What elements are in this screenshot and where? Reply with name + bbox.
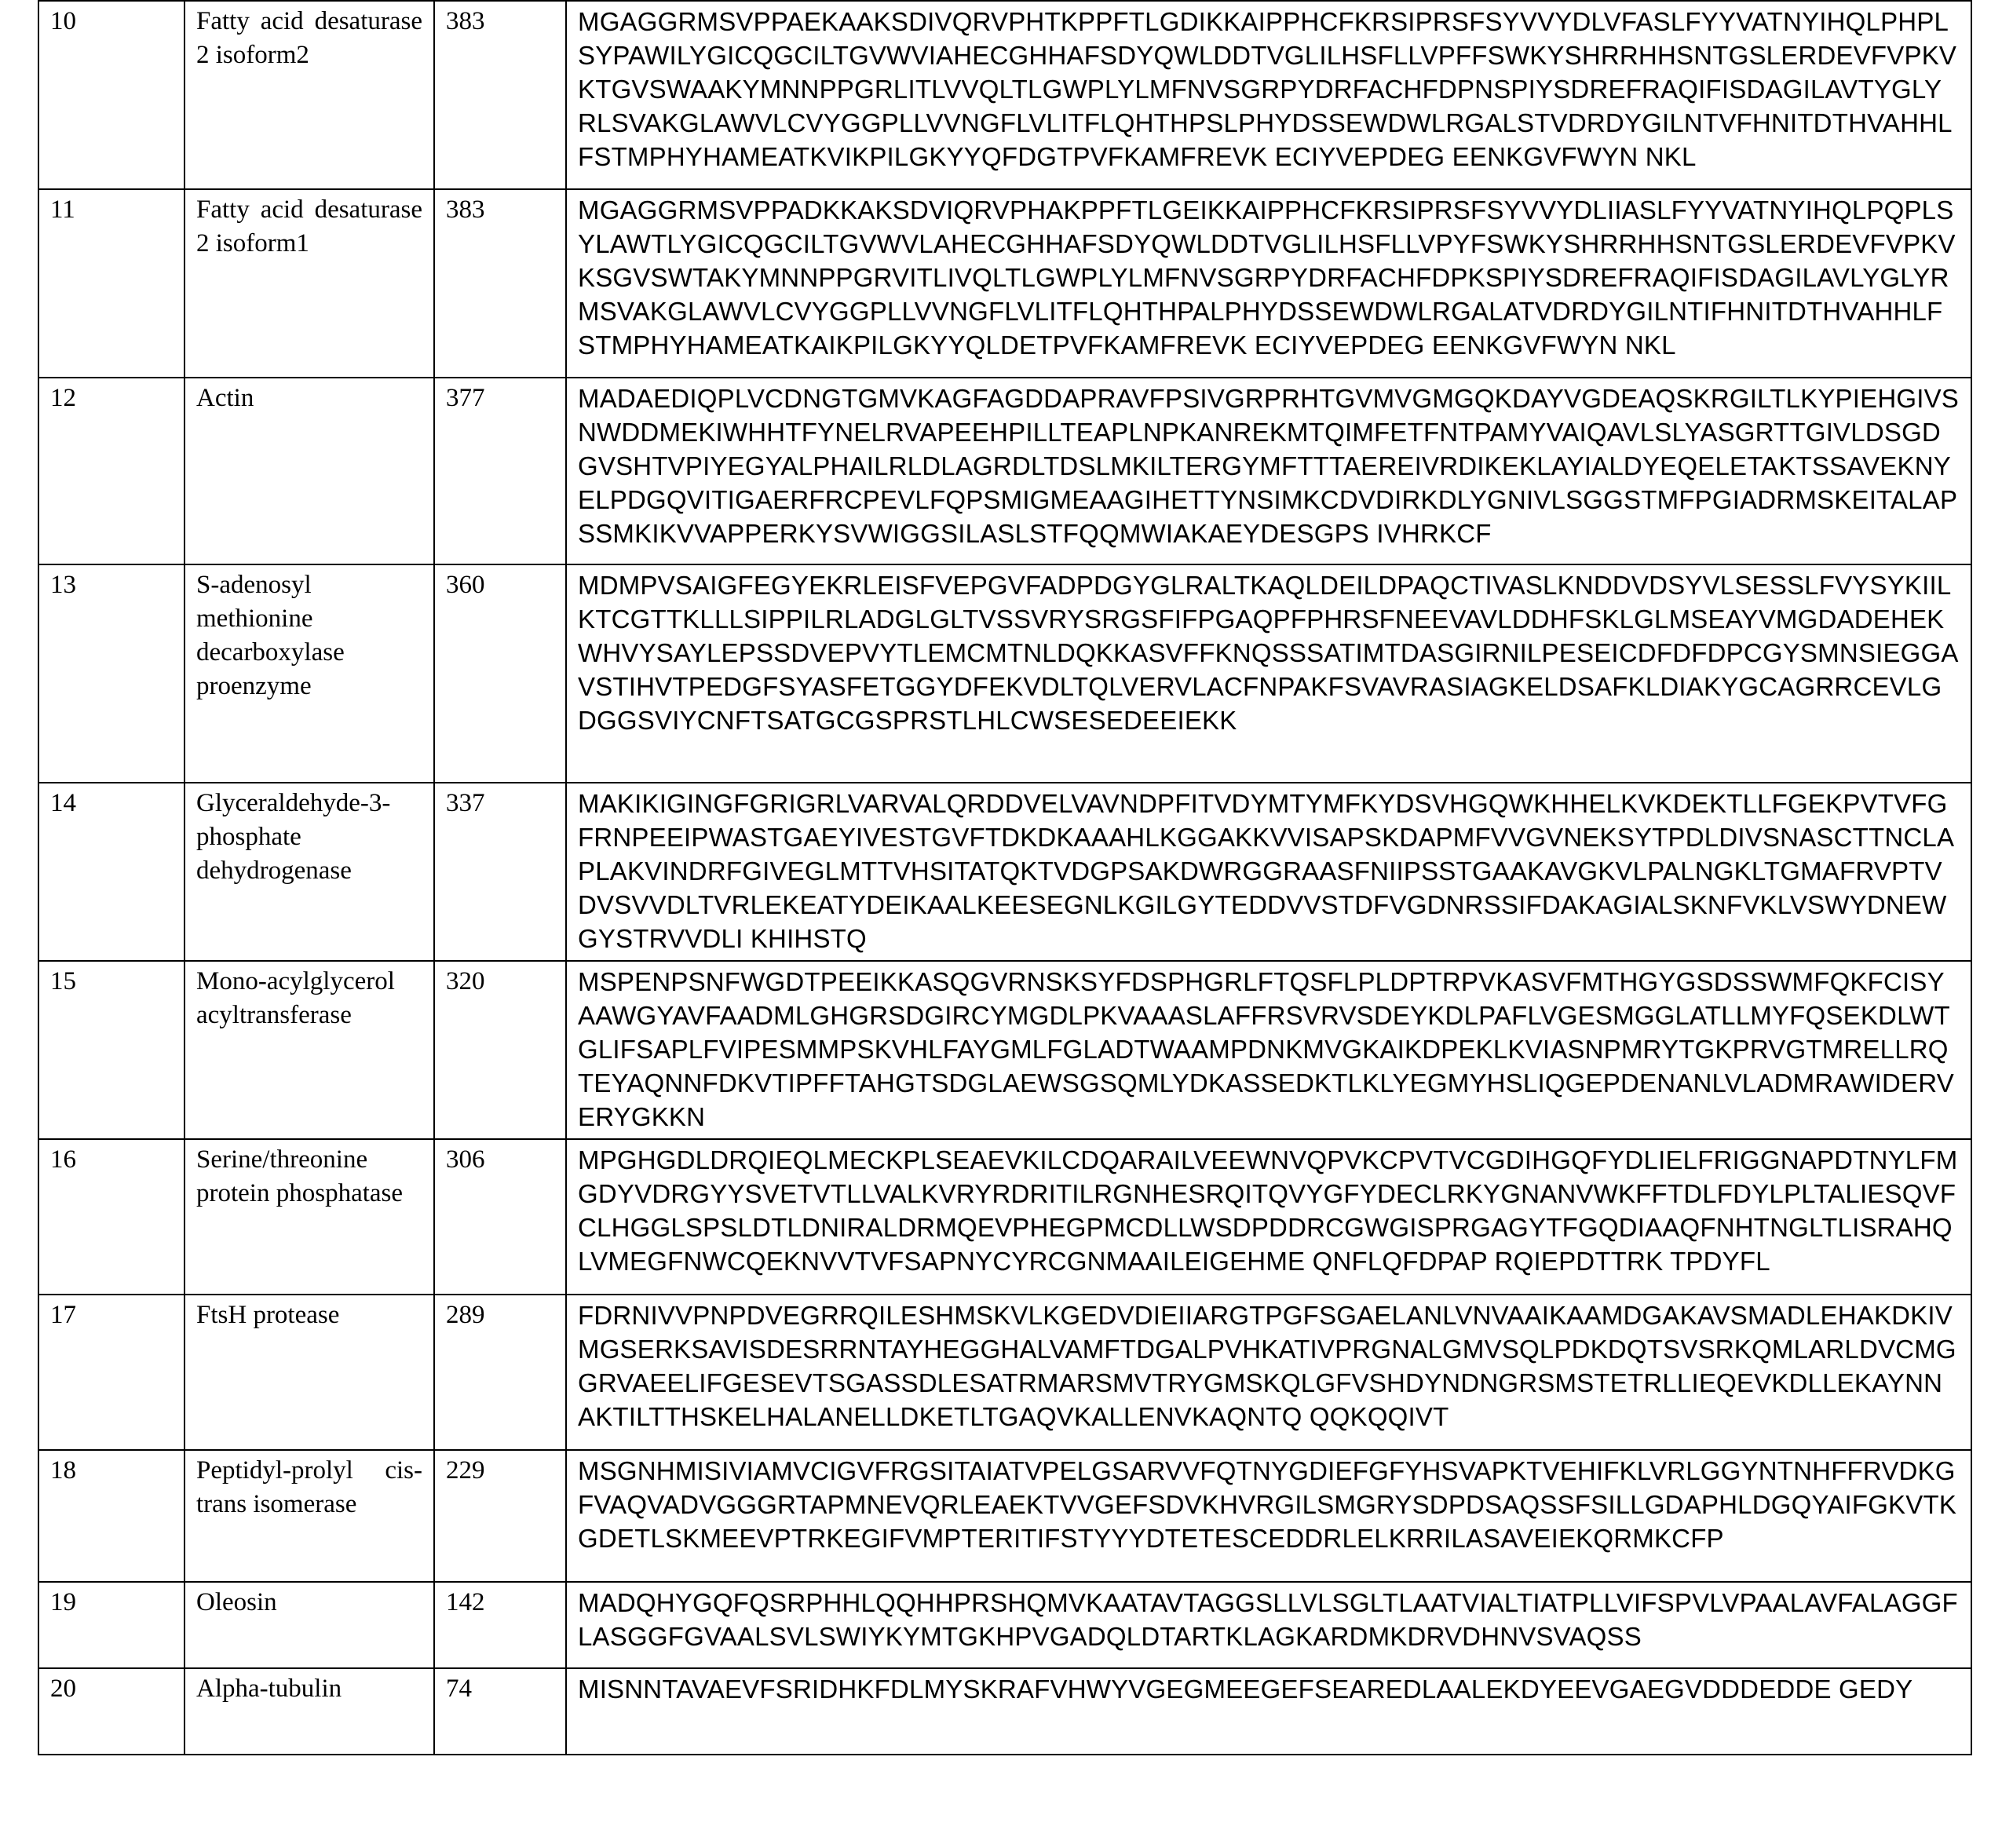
sequence-length: 383 bbox=[434, 189, 566, 378]
amino-acid-sequence: MAKIKIGINGFGRIGRLVARVALQRDDVELVAVNDPFITVDYMTYMFKYDSVHGQWKHHELKVKDEKTLLFGEKPVTVFGFRNPEEIPWASTGAEYIVESTGVFTDKDKAAAHLKGGAKKVVISAPSKDAPMFVVGVNEKSYTPDLDIVSNASCTTNCLAPLAKVINDRFGIVEGLMTTVHSITATQKTVDGPSAKDWRGGRAASFNIIPSSTGAAKAVGKVLPALNGKLTGMAFRVPTVDVSVVDLTVRLEKEATYDEIKAALKEESEGNLKGILGYTEDDVVSTDFVGDNRSSIFDAKAGIALSKNFVKLVSWYDNEW GYSTRVVDLI KHIHSTQ bbox=[566, 783, 1971, 961]
row-number: 15 bbox=[38, 961, 184, 1139]
row-number: 18 bbox=[38, 1450, 184, 1582]
sequence-table bbox=[38, 0, 1972, 1755]
protein-name: Serine/threonine protein phosphatase bbox=[184, 1139, 434, 1295]
protein-name: S-adenosyl methionine decarboxylase proenzyme bbox=[184, 564, 434, 783]
amino-acid-sequence: MADAEDIQPLVCDNGTGMVKAGFAGDDAPRAVFPSIVGRPRHTGVMVGMGQKDAYVGDEAQSKRGILTLKYPIEHGIVSNWDDMEKIWHHTFYNELRVAPEEHPILLTEAPLNPKANREKMTQIMFETFNTPAMYVAIQAVLSLYASGRTTGIVLDSGDGVSHTVPIYEGYALPHAILRLDLAGRDLTDSLMKILTERGYMFTTTAEREIVRDIKEKLAYIALDYEQELETAKTSSAVEKNYELPDGQVITIGAERFRCPEVLFQPSMIGMEAAGIHETTYNSIMKCDVDIRKDLYGNIVLSGGSTMFPGIADRMSKEITALAPSSMKIKVVAPPERKYSVWIGGSILASLSTFQQMWIAKAEYDESGPS IVHRKCF bbox=[566, 378, 1971, 564]
sequence-length: 74 bbox=[434, 1668, 566, 1755]
table-row bbox=[38, 1582, 1971, 1668]
amino-acid-sequence: MISNNTAVAEVFSRIDHKFDLMYSKRAFVHWYVGEGMEEGEFSEAREDLAALEKDYEEVGAEGVDDDEDDE GEDY bbox=[566, 1668, 1971, 1755]
amino-acid-sequence: MDMPVSAIGFEGYEKRLEISFVEPGVFADPDGYGLRALTKAQLDEILDPAQCTIVASLKNDDVDSYVLSESSLFVYSYKIILKTCGTTKLLLSIPPILRLADGLGLTVSSVRYSRGSFIFPGAQPFPHRSFNEEVAVLDDHFSKLGLMSEAYVMGDADEHEKWHVYSAYLEPSSDVEPVYTLEMCMTNLDQKKASVFFKNQSSSATIMTDASGIRNILPESEICDFDFDPCGYSMNSIEGGAVSTIHVTPEDGFSYASFETGGYDFEKVDLTQLVERVLACFNPAKFSVAVRASIAGKELDSAFKLDIAKYGCAGRRCEVLGDGGSVIYCNFTSATGCGSPRSTLHLCWSESEDEEIEKK bbox=[566, 564, 1971, 783]
protein-name: Glyceraldehyde-3-phosphate dehydrogenase bbox=[184, 783, 434, 961]
sequence-length: 320 bbox=[434, 961, 566, 1139]
sequence-table-body bbox=[38, 1, 1971, 1755]
table-row bbox=[38, 1668, 1971, 1755]
amino-acid-sequence: FDRNIVVPNPDVEGRRQILESHMSKVLKGEDVDIEIIARGTPGFSGAELANLVNVAAIKAAMDGAKAVSMADLEHAKDKIVMGSERKSAVISDESRRNTAYHEGGHALVAMFTDGALPVHKATIVPRGNALGMVSQLPDKDQTSVSRKQMLARLDVCMGGRVAEELIFGESEVTSGASSDLESATRMARSMVTRYGMSKQLGFVSHDYNDNGRSMSTETRLLIEQEVKDLLEKAYNNAKTILTTHSKELHALANELLDKETLTGAQVKALLENVKAQNTQ QQKQQIVT bbox=[566, 1295, 1971, 1450]
row-number: 16 bbox=[38, 1139, 184, 1295]
row-number: 11 bbox=[38, 189, 184, 378]
sequence-length: 229 bbox=[434, 1450, 566, 1582]
sequence-length: 289 bbox=[434, 1295, 566, 1450]
table-row bbox=[38, 1295, 1971, 1450]
row-number: 17 bbox=[38, 1295, 184, 1450]
sequence-length: 383 bbox=[434, 1, 566, 189]
row-number: 14 bbox=[38, 783, 184, 961]
row-number: 13 bbox=[38, 564, 184, 783]
table-row bbox=[38, 189, 1971, 378]
amino-acid-sequence: MADQHYGQFQSRPHHLQQHHPRSHQMVKAATAVTAGGSLLVLSGLTLAATVIALTIATPLLVIFSPVLVPAALAVFALAGGFLASGGFGVAALSVLSWIYKYMTGKHPVGADQLDTARTKLAGKARDMKDRVDHNVSVAQSS bbox=[566, 1582, 1971, 1668]
sequence-length: 337 bbox=[434, 783, 566, 961]
table-row bbox=[38, 378, 1971, 564]
table-row bbox=[38, 783, 1971, 961]
protein-name: Mono-acylglycerol acyltransferase bbox=[184, 961, 434, 1139]
protein-name: Oleosin bbox=[184, 1582, 434, 1668]
amino-acid-sequence: MGAGGRMSVPPADKKAKSDVIQRVPHAKPPFTLGEIKKAIPPHCFKRSIPRSFSYVVYDLIIASLFYYVATNYIHQLPQPLSYLAWTLYGICQGCILTGVWVLAHECGHHAFSDYQWLDDTVGLILHSFLLVPYFSWKYSHRRHHSNTGSLERDEVFVPKVKSGVSWTAKYMNNPPGRVITLIVQLTLGWPLYLMFNVSGRPYDRFACHFDPKSPIYSDREFRAQIFISDAGILAVLYGLYRMSVAKGLAWVLCVYGGPLLVVNGFLVLITFLQHTHPALPHYDSSEWDWLRGALATVDRDYGILNTIFHNITDTHVAHHLFSTMPHYHAMEATKAIKPILGKYYQLDETPVFKAMFREVK ECIYVEPDEG EENKGVFWYN NKL bbox=[566, 189, 1971, 378]
table-row bbox=[38, 1450, 1971, 1582]
sequence-length: 360 bbox=[434, 564, 566, 783]
protein-name: FtsH protease bbox=[184, 1295, 434, 1450]
sequence-length: 142 bbox=[434, 1582, 566, 1668]
protein-name: Actin bbox=[184, 378, 434, 564]
sequence-length: 377 bbox=[434, 378, 566, 564]
protein-name: Fatty acid desaturase 2 isoform1 bbox=[184, 189, 434, 378]
table-row bbox=[38, 1139, 1971, 1295]
protein-name: Alpha-tubulin bbox=[184, 1668, 434, 1755]
sequence-length: 306 bbox=[434, 1139, 566, 1295]
row-number: 10 bbox=[38, 1, 184, 189]
row-number: 12 bbox=[38, 378, 184, 564]
protein-name: Fatty acid desaturase 2 isoform2 bbox=[184, 1, 434, 189]
amino-acid-sequence: MSPENPSNFWGDTPEEIKKASQGVRNSKSYFDSPHGRLFTQSFLPLDPTRPVKASVFMTHGYGSDSSWMFQKFCISYAAWGYAVFAADMLGHGRSDGIRCYMGDLPKVAAASLAFFRSVRVSDEYKDLPAFLVGESMGGLATLLMYFQSEKDLWTGLIFSAPLFVIPESMMPSKVHLFAYGMLFGLADTWAAMPDNKMVGKAIKDPEKLKVIASNPMRYTGKPRVGTMRELLRQTEYAQNNFDKVTIPFFTAHGTSDGLAEWSGSQMLYDKASSEDKTLKLYEGMYHSLIQGEPDENANLVLADMRAWIDERVERYGKKN bbox=[566, 961, 1971, 1139]
amino-acid-sequence: MPGHGDLDRQIEQLMECKPLSEAEVKILCDQARAILVEEWNVQPVKCPVTVCGDIHGQFYDLIELFRIGGNAPDTNYLFMGDYVDRGYYSVETVTLLVALKVRYRDRITILRGNHESRQITQVYGFYDECLRKYGNANVWKFFTDLFDYLPLTALIESQVFCLHGGLSPSLDTLDNIRALDRMQEVPHEGPMCDLLWSDPDDRCGWGISPRGAGYTFGQDIAAQFNHTNGLTLISRAHQLVMEGFNWCQEKNVVTVFSAPNYCYRCGNMAAILEIGEHME QNFLQFDPAP RQIEPDTTRK TPDYFL bbox=[566, 1139, 1971, 1295]
table-row bbox=[38, 564, 1971, 783]
table-row bbox=[38, 961, 1971, 1139]
row-number: 19 bbox=[38, 1582, 184, 1668]
protein-name: Peptidyl-prolyl cis-trans isomerase bbox=[184, 1450, 434, 1582]
amino-acid-sequence: MSGNHMISIVIAMVCIGVFRGSITAIATVPELGSARVVFQTNYGDIEFGFYHSVAPKTVEHIFKLVRLGGYNTNHFFRVDKGFVAQVADVGGGRTAPMNEVQRLEAEKTVVGEFSDVKHVRGILSMGRYSDPDSAQSSFSILLGDAPHLDGQYAIFGKVTKGDETLSKMEEVPTRKEGIFVMPTERITIFSTYYYDTETESCEDDRLELKRRILASAVEIEKQRMKCFP bbox=[566, 1450, 1971, 1582]
table-row bbox=[38, 1, 1971, 189]
row-number: 20 bbox=[38, 1668, 184, 1755]
amino-acid-sequence: MGAGGRMSVPPAEKAAKSDIVQRVPHTKPPFTLGDIKKAIPPHCFKRSIPRSFSYVVYDLVFASLFYYVATNYIHQLPHPLSYPAWILYGICQGCILTGVWVIAHECGHHAFSDYQWLDDTVGLILHSFLLVPFFSWKYSHRRHHSNTGSLERDEVFVPKVKTGVSWAAKYMNNPPGRLITLVVQLTLGWPLYLMFNVSGRPYDRFACHFDPNSPIYSDREFRAQIFISDAGILAVTYGLYRLSVAKGLAWVLCVYGGPLLVVNGFLVLITFLQHTHPSLPHYDSSEWDWLRGALSTVDRDYGILNTVFHNITDTHVAHHLFSTMPHYHAMEATKVIKPILGKYYQFDGTPVFKAMFREVK ECIYVEPDEG EENKGVFWYN NKL bbox=[566, 1, 1971, 189]
